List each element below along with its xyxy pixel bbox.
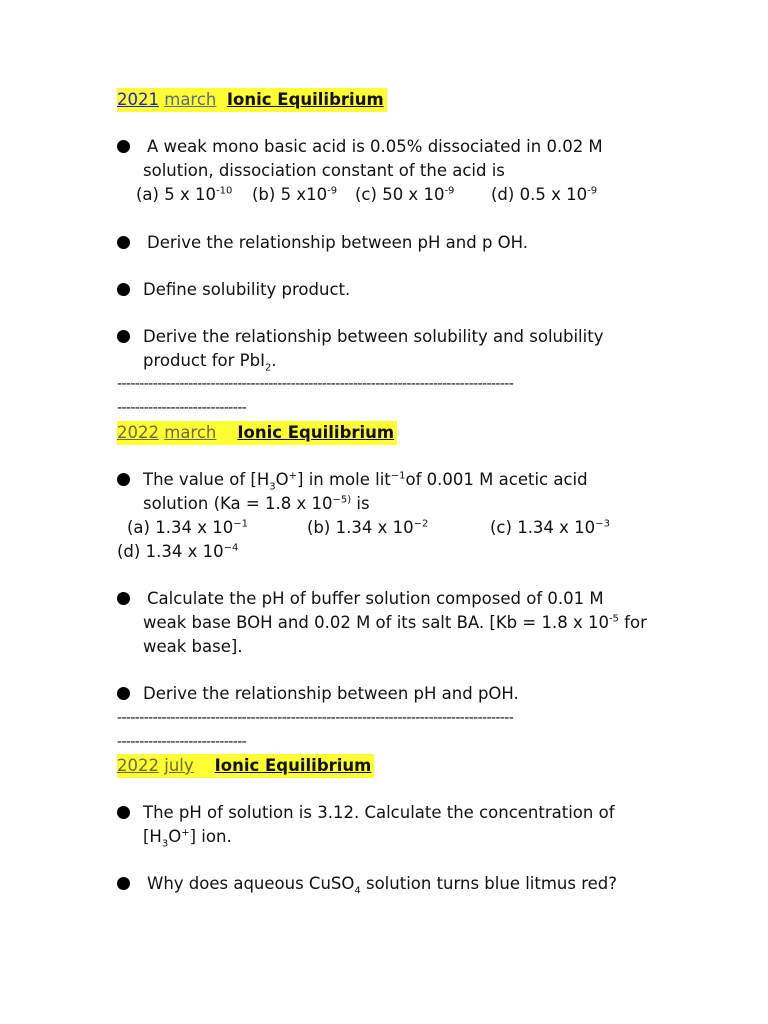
bullet-icon bbox=[117, 592, 130, 605]
question-item bbox=[117, 587, 677, 659]
bullet-icon bbox=[117, 473, 130, 486]
option-a: (a) 5 x $10^{-10}$ bbox=[136, 185, 233, 204]
bullet-icon bbox=[117, 283, 130, 296]
section-heading-2022-march bbox=[117, 421, 397, 445]
option-d: (d) 1.34 x $10^{-4}$ bbox=[117, 542, 239, 561]
question-item bbox=[117, 872, 677, 896]
question-text: solution, dissociation constant of the acid is bbox=[143, 161, 505, 180]
question-item bbox=[117, 325, 677, 373]
bullet-icon bbox=[117, 140, 130, 153]
question-text: Define solubility product. bbox=[143, 280, 351, 299]
question-text: Why does aqueous CuSO$_4$ solution turns blue litmus red? bbox=[147, 874, 618, 897]
bullet-icon bbox=[117, 236, 130, 249]
question-text: weak base]. bbox=[143, 637, 243, 656]
separator-line: ----------------------------------------------------------------------------------------- bbox=[117, 376, 514, 392]
question-text: $[H_3O^+]$ ion. bbox=[143, 827, 232, 850]
separator-line: ----------------------------- bbox=[117, 400, 247, 416]
question-text: The pH of solution is 3.12. Calculate the concentration of bbox=[143, 803, 615, 822]
question-item bbox=[117, 468, 677, 564]
heading-month: july bbox=[164, 756, 194, 775]
option-b: (b) 1.34 x $10^{-2}$ bbox=[307, 518, 429, 537]
bullet-icon bbox=[117, 806, 130, 819]
heading-month: march bbox=[164, 423, 217, 442]
bullet-icon bbox=[117, 877, 130, 890]
option-c: (c) 50 x $10^{-9}$ bbox=[355, 185, 455, 204]
heading-year: 2021 bbox=[117, 90, 159, 109]
question-text: A weak mono basic acid is 0.05% dissociated in 0.02 M bbox=[147, 137, 603, 156]
question-item bbox=[117, 278, 677, 302]
option-d: (d) 0.5 x $10^{-9}$ bbox=[491, 185, 598, 204]
heading-year: 2022 bbox=[117, 423, 159, 442]
question-text: Derive the relationship between pH and pOH. bbox=[143, 684, 519, 703]
heading-year: 2022 bbox=[117, 756, 159, 775]
question-item bbox=[117, 801, 677, 849]
question-text: Derive the relationship between pH and p OH. bbox=[147, 233, 529, 252]
question-text: Derive the relationship between solubility and solubility bbox=[143, 327, 604, 346]
question-item bbox=[117, 135, 677, 215]
question-item bbox=[117, 231, 677, 255]
separator-line: ----------------------------- bbox=[117, 734, 247, 750]
heading-title: Ionic Equilibrium bbox=[237, 423, 395, 442]
question-text: Calculate the pH of buffer solution composed of 0.01 M bbox=[147, 589, 604, 608]
option-a: (a) 1.34 x $10^{-1}$ bbox=[127, 518, 248, 537]
option-b: (b) 5 $x10^{-9}$ bbox=[252, 185, 338, 204]
bullet-icon bbox=[117, 687, 130, 700]
question-text: weak base BOH and 0.02 M of its salt BA. [Kb = 1.8 x $10^{-5}$ for bbox=[143, 613, 647, 632]
question-item bbox=[117, 682, 677, 706]
bullet-icon bbox=[117, 330, 130, 343]
separator-line: ----------------------------------------------------------------------------------------- bbox=[117, 710, 514, 726]
heading-title: Ionic Equilibrium bbox=[226, 90, 384, 109]
section-heading-2021-march bbox=[117, 88, 387, 112]
option-c: (c) 1.34 x $10^{-3}$ bbox=[490, 518, 610, 537]
heading-title: Ionic Equilibrium bbox=[214, 756, 372, 775]
question-text: The value of $[H_3O^+]$ in mole lit$^{-1}$of 0.001 M acetic acid bbox=[143, 470, 588, 493]
question-text: product for PbI$_2$. bbox=[143, 351, 277, 374]
section-heading-2022-july bbox=[117, 754, 374, 778]
heading-month: march bbox=[164, 90, 217, 109]
question-text: solution (Ka = 1.8 x $10^{-5)}$ is bbox=[143, 494, 370, 513]
